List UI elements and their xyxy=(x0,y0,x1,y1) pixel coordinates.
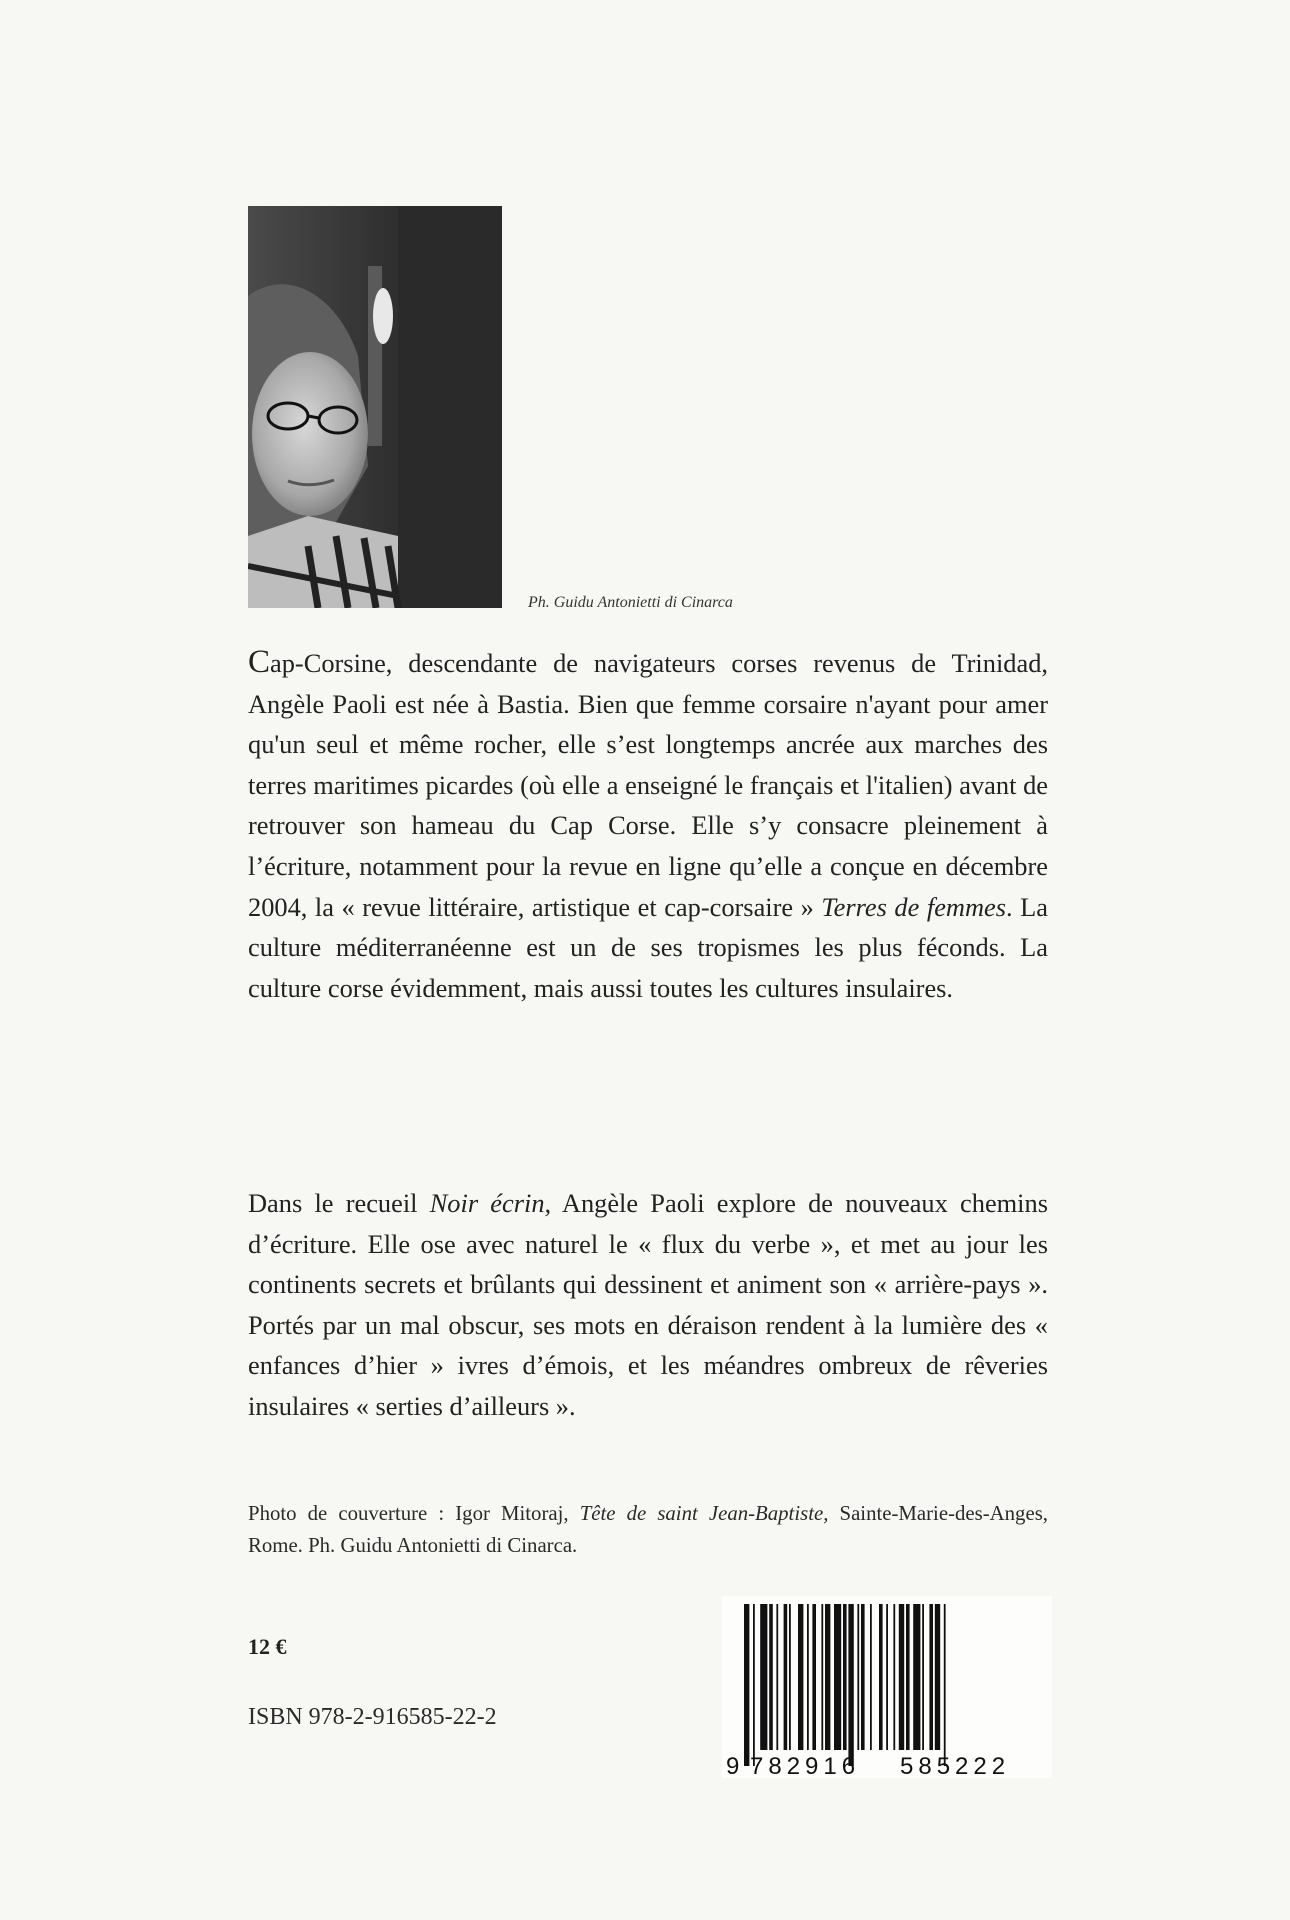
barcode-bar xyxy=(784,1604,788,1750)
barcode xyxy=(722,1596,1052,1778)
barcode-bar xyxy=(769,1604,773,1750)
barcode-digits-right: 585222 xyxy=(900,1753,1011,1778)
summary-title-italic: Noir écrin, xyxy=(429,1188,552,1218)
barcode-bar xyxy=(899,1604,904,1750)
barcode-bar xyxy=(744,1604,749,1766)
barcode-digit-lead: 9 xyxy=(726,1753,740,1778)
barcode-bar xyxy=(843,1604,847,1750)
barcode-bar xyxy=(893,1604,895,1750)
barcode-bar xyxy=(929,1604,933,1750)
barcode-bar xyxy=(807,1604,809,1750)
barcode-bar xyxy=(906,1604,910,1750)
bio-text-end: . La culture méditerranéenne est un de ses tropismes les plus féconds. La culture corse évidemment, mais aussi toutes les cultures insulaires. xyxy=(248,891,1048,1003)
barcode-bar xyxy=(935,1604,940,1750)
barcode-bar xyxy=(922,1604,924,1750)
bio-title-italic: Terres de femmes xyxy=(821,891,1007,922)
drop-cap: C xyxy=(248,644,271,680)
summary-text-start: Dans le recueil xyxy=(248,1188,430,1218)
barcode-bar xyxy=(825,1604,830,1750)
cover-artwork-title: Tête de saint Jean-Baptiste, xyxy=(579,1502,829,1525)
barcode-bar xyxy=(798,1604,803,1750)
book-summary xyxy=(248,1183,1048,1427)
barcode-bar xyxy=(753,1604,755,1766)
cover-credit-end: Sainte-Marie-des-Anges, Rome. Ph. Guidu Antonietti di Cinarca. xyxy=(248,1502,1048,1557)
author-bio xyxy=(248,642,1048,1008)
barcode-digits-left: 782916 xyxy=(750,1753,861,1778)
barcode-bar xyxy=(789,1604,791,1750)
barcode-bar xyxy=(776,1604,778,1750)
cover-credit xyxy=(248,1498,1048,1562)
barcode-bar xyxy=(821,1604,823,1750)
author-photo xyxy=(248,206,502,608)
barcode-bar xyxy=(886,1604,888,1750)
barcode-bar xyxy=(812,1604,816,1750)
barcode-bar xyxy=(857,1604,859,1750)
barcode-bar xyxy=(848,1604,853,1766)
photo-credit: Ph. Guidu Antonietti di Cinarca xyxy=(528,594,733,611)
price: 12 € xyxy=(248,1634,287,1659)
barcode-bar xyxy=(944,1604,946,1766)
cover-credit-start: Photo de couverture : Igor Mitoraj, xyxy=(248,1502,580,1525)
summary-text-end: Angèle Paoli explore de nouveaux chemins d’écriture. Elle ose avec naturel le « flux du verbe », et met au jour les continents secrets et brûlants qui dessinent et animent son « arrière-pays ». Portés par un mal obscur, ses mots en déraison rendent à la lumière des « enfances d’hier » ivres d’émois, et les méandres ombreux de rêveries insulaires « serties d’ailleurs ». xyxy=(248,1188,1048,1421)
barcode-bar xyxy=(760,1604,767,1750)
isbn: ISBN 978-2-916585-22-2 xyxy=(248,1704,497,1730)
barcode-bar xyxy=(834,1604,841,1750)
barcode-bar xyxy=(861,1604,865,1750)
bio-text: ap-Corsine, descendante de navigateurs corses revenus de Trinidad, Angèle Paoli est née à Bastia. Bien que femme corsaire n'ayant pour amer qu'un seul et même rocher, elle s’est longtemps ancrée aux marches des terres maritimes picardes (où elle a enseigné le français et l'italien) avant de retrouver son hameau du Cap Corse. Elle s’y consacre pleinement à l’écriture, notamment pour la revue en ligne qu’elle a conçue en décembre 2004, la « revue littéraire, artistique et cap-corsaire » xyxy=(248,648,1048,922)
barcode-bar xyxy=(870,1604,872,1750)
barcode-bar xyxy=(913,1604,920,1750)
barcode-bar xyxy=(879,1604,883,1750)
